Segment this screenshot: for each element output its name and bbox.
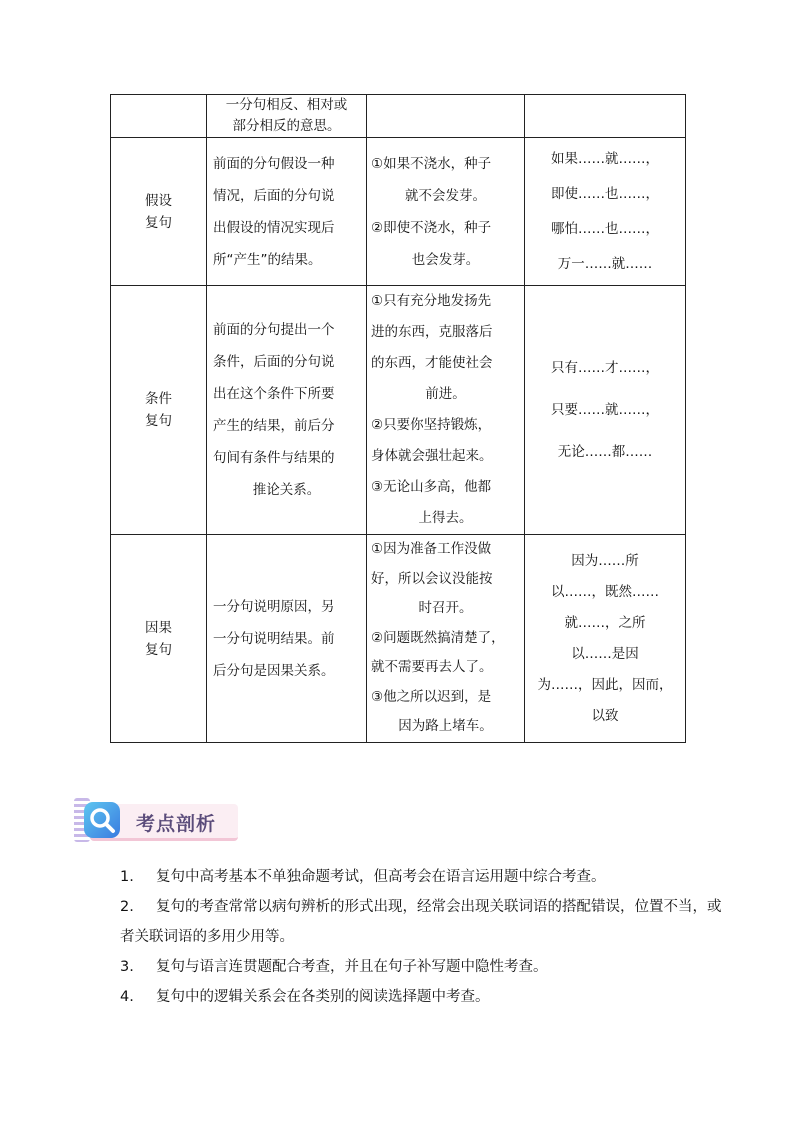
cell-line: 条件 <box>145 391 172 407</box>
cell-line: 后分句是因果关系。 <box>213 662 335 679</box>
list-item <box>120 892 722 952</box>
cell-line: 以致 <box>591 707 619 724</box>
example-cell <box>367 535 525 743</box>
cell-line: ③无论山多高，他都 <box>371 479 492 495</box>
cell-line: 只有……才……， <box>551 360 659 376</box>
cell-line: 出假设的情况实现后 <box>213 219 335 236</box>
description-cell <box>207 535 367 743</box>
type-cell <box>111 138 207 286</box>
cell-line: 条件，后面的分句说 <box>213 354 335 370</box>
cell-line: 时召开。 <box>418 600 473 617</box>
cell-line: ②即使不浇水，种子 <box>371 219 492 236</box>
cell-line: 无论……都…… <box>557 444 653 460</box>
cell-line: 以……，既然…… <box>551 583 659 600</box>
cell-line: 因为……所 <box>571 552 639 569</box>
magnifier-icon <box>82 800 122 840</box>
words-cell <box>525 95 686 138</box>
cell-line: 情况，后面的分句说 <box>213 187 335 204</box>
cell-line: 以……是因 <box>571 645 639 662</box>
example-cell <box>367 95 525 138</box>
cell-line: 只要……就……， <box>551 402 659 418</box>
cell-line: 的东西，才能使社会 <box>371 355 493 371</box>
cell-line: 万一……就…… <box>557 255 653 272</box>
cell-line: ①只有充分地发扬先 <box>371 293 492 309</box>
type-cell <box>111 535 207 743</box>
cell-line: 因为路上堵车。 <box>398 718 493 735</box>
item-text: 复句中高考基本不单独命题考试，但高考会在语言运用题中综合考查。 <box>156 869 606 885</box>
cell-line: 一分句说明结果。前 <box>213 630 335 647</box>
item-text: 复句的考查常常以病句辨析的形式出现，经常会出现关联词语的搭配错误，位置不当，或者关联词语的多用少用等。 <box>120 899 722 945</box>
cell-line: 一分句相反、相对或 <box>225 97 348 113</box>
example-cell <box>367 286 525 535</box>
table-row <box>111 286 686 535</box>
cell-line: 就……，之所 <box>564 614 646 631</box>
cell-line: 部分相反的意思。 <box>232 118 341 134</box>
item-text: 复句与语言连贯题配合考查，并且在句子补写题中隐性考查。 <box>156 959 548 975</box>
item-number: 4. <box>120 989 134 1005</box>
cell-line: 进的东西，克服落后 <box>371 324 493 340</box>
cell-line: 句间有条件与结果的 <box>213 450 335 466</box>
type-cell <box>111 95 207 138</box>
cell-line: 就不需要再去人了。 <box>371 659 493 676</box>
cell-line: 复句 <box>145 413 172 429</box>
item-number: 2. <box>120 899 134 915</box>
example-cell <box>367 138 525 286</box>
type-cell <box>111 286 207 535</box>
cell-line: ①因为准备工作没做 <box>371 541 492 558</box>
cell-line: ②只要你坚持锻炼， <box>371 417 492 433</box>
cell-line: 前面的分句提出一个 <box>213 322 335 338</box>
cell-line: 前进。 <box>425 386 466 402</box>
table-row <box>111 95 686 138</box>
description-cell <box>207 138 367 286</box>
table-row <box>111 138 686 286</box>
cell-line: ②问题既然搞清楚了， <box>371 629 505 646</box>
section-header <box>74 798 242 842</box>
list-item <box>120 952 730 982</box>
description-cell <box>207 286 367 535</box>
table-row <box>111 535 686 743</box>
cell-line: 哪怕……也……， <box>551 220 659 237</box>
section-title: 考点剖析 <box>136 813 217 835</box>
words-cell <box>525 535 686 743</box>
item-text: 复句中的逻辑关系会在各类别的阅读选择题中考查。 <box>156 989 490 1005</box>
cell-line: 推论关系。 <box>252 482 321 498</box>
cell-line: 前面的分句假设一种 <box>213 155 335 172</box>
item-number: 1. <box>120 869 134 885</box>
list-item <box>120 982 730 1012</box>
cell-line: 就不会发芽。 <box>405 187 486 204</box>
cell-line: 为……，因此，因而， <box>537 676 673 693</box>
cell-line: 复句 <box>145 214 172 231</box>
cell-line: 好，所以会议没能按 <box>371 570 493 587</box>
cell-line: 出在这个条件下所要 <box>213 386 335 402</box>
compound-sentence-table <box>110 94 686 743</box>
cell-line: ③他之所以迟到，是 <box>371 688 492 705</box>
cell-line: 身体就会强壮起来。 <box>371 448 493 464</box>
cell-line: 如果……就……， <box>551 150 659 167</box>
points-list <box>120 862 730 1012</box>
cell-line: 所“产生”的结果。 <box>213 251 322 268</box>
cell-line: ①如果不浇水，种子 <box>371 155 492 172</box>
cell-line: 即使……也……， <box>551 185 659 202</box>
item-number: 3. <box>120 959 134 975</box>
list-item <box>120 862 730 892</box>
cell-line: 因果 <box>145 619 172 636</box>
words-cell <box>525 286 686 535</box>
cell-line: 产生的结果，前后分 <box>213 418 335 434</box>
cell-line: 复句 <box>145 641 172 658</box>
description-cell <box>207 95 367 138</box>
words-cell <box>525 138 686 286</box>
cell-line: 假设 <box>145 192 172 209</box>
cell-line: 一分句说明原因，另 <box>213 598 335 615</box>
cell-line: 上得去。 <box>418 510 473 526</box>
cell-line: 也会发芽。 <box>411 251 480 268</box>
